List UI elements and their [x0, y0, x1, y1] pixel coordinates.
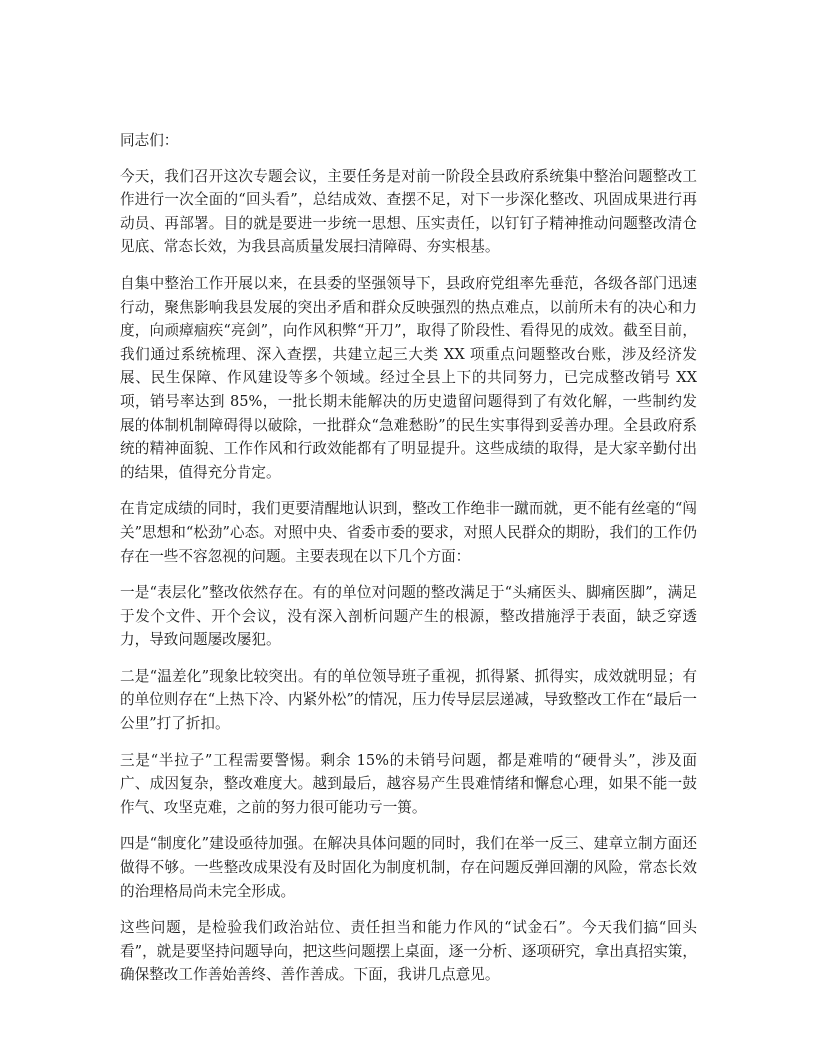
- paragraph-problems-intro: 在肯定成绩的同时，我们更要清醒地认识到，整改工作绝非一蹴而就，更不能有丝毫的“闯关”思想和“松劲”心态。对照中央、省委市委的要求，对照人民群众的期盼，我们的工作仍存在一些不容忽视的问题。主要表现在以下几个方面：: [120, 500, 697, 565]
- paragraph-problem-2: 二是“温差化”现象比较突出。有的单位领导班子重视，抓得紧、抓得实，成效就明显；有的单位则存在“上热下冷、内紧外松”的情况，压力传导层层递减，导致整改工作在“最后一公里”打了折扣。: [120, 667, 697, 733]
- paragraph-opening: 今天，我们召开这次专题会议，主要任务是对前一阶段全县政府系统集中整治问题整改工作进行一次全面的“回头看”，总结成效、查摆不足，对下一步深化整改、巩固成果进行再动员、再部署。目的就是要进一步统一思想、压实责任，以钉钉子精神推动问题整改清仓见底、常态长效，为我县高质量发展扫清障碍、夯实根基。: [120, 167, 697, 256]
- paragraph-problem-4: 四是“制度化”建设亟待加强。在解决具体问题的同时，我们在举一反三、建章立制方面还做得不够。一些整改成果没有及时固化为制度机制，存在问题反弹回潮的风险，常态长效的治理格局尚未完全形成。: [120, 835, 697, 900]
- paragraph-problem-3: 三是“半拉子”工程需要警惕。剩余 15%的未销号问题，都是难啃的“硬骨头”，涉及面广、成因复杂，整改难度大。越到最后，越容易产生畏难情绪和懈怠心理，如果不能一鼓作气、攻坚克难，之前的努力很可能功亏一篑。: [120, 751, 697, 816]
- paragraph-achievements: 自集中整治工作开展以来，在县委的坚强领导下，县政府党组率先垂范，各级各部门迅速行动，聚焦影响我县发展的突出矛盾和群众反映强烈的热点难点，以前所未有的决心和力度，向顽瘴痼疾“亮剑”，向作风积弊“开刀”，取得了阶段性、看得见的成效。截至目前，我们通过系统梳理、深入查摆，共建立起三大类 XX 项重点问题整改台账，涉及经济发展、民生保障、作风建设等多个领域。经过全县上下的共同努力，已完成整改销号 XX 项，销号率达到 85%，一批长期未能解决的历史遗留问题得到了有效化解，一些制约发展的体制机制障碍得以破除，一批群众“急难愁盼”的民生实事得到妥善办理。全县政府系统的精神面貌、工作作风和行政效能都有了明显提升。这些成绩的取得，是大家辛勤付出的结果，值得充分肯定。: [120, 274, 697, 481]
- paragraph-problem-1: 一是“表层化”整改依然存在。有的单位对问题的整改满足于“头痛医头、脚痛医脚”，满足于发个文件、开个会议，没有深入剖析问题产生的根源，整改措施浮于表面，缺乏穿透力，导致问题屡改屡犯。: [120, 584, 697, 649]
- paragraph-conclusion: 这些问题，是检验我们政治站位、责任担当和能力作风的“试金石”。今天我们搞“回头看”，就是要坚持问题导向，把这些问题摆上桌面，逐一分析、逐项研究，拿出真招实策，确保整改工作善始善终、善作善成。下面，我讲几点意见。: [120, 919, 697, 984]
- speech-body: [120, 129, 697, 1000]
- salutation: 同志们：: [120, 132, 179, 149]
